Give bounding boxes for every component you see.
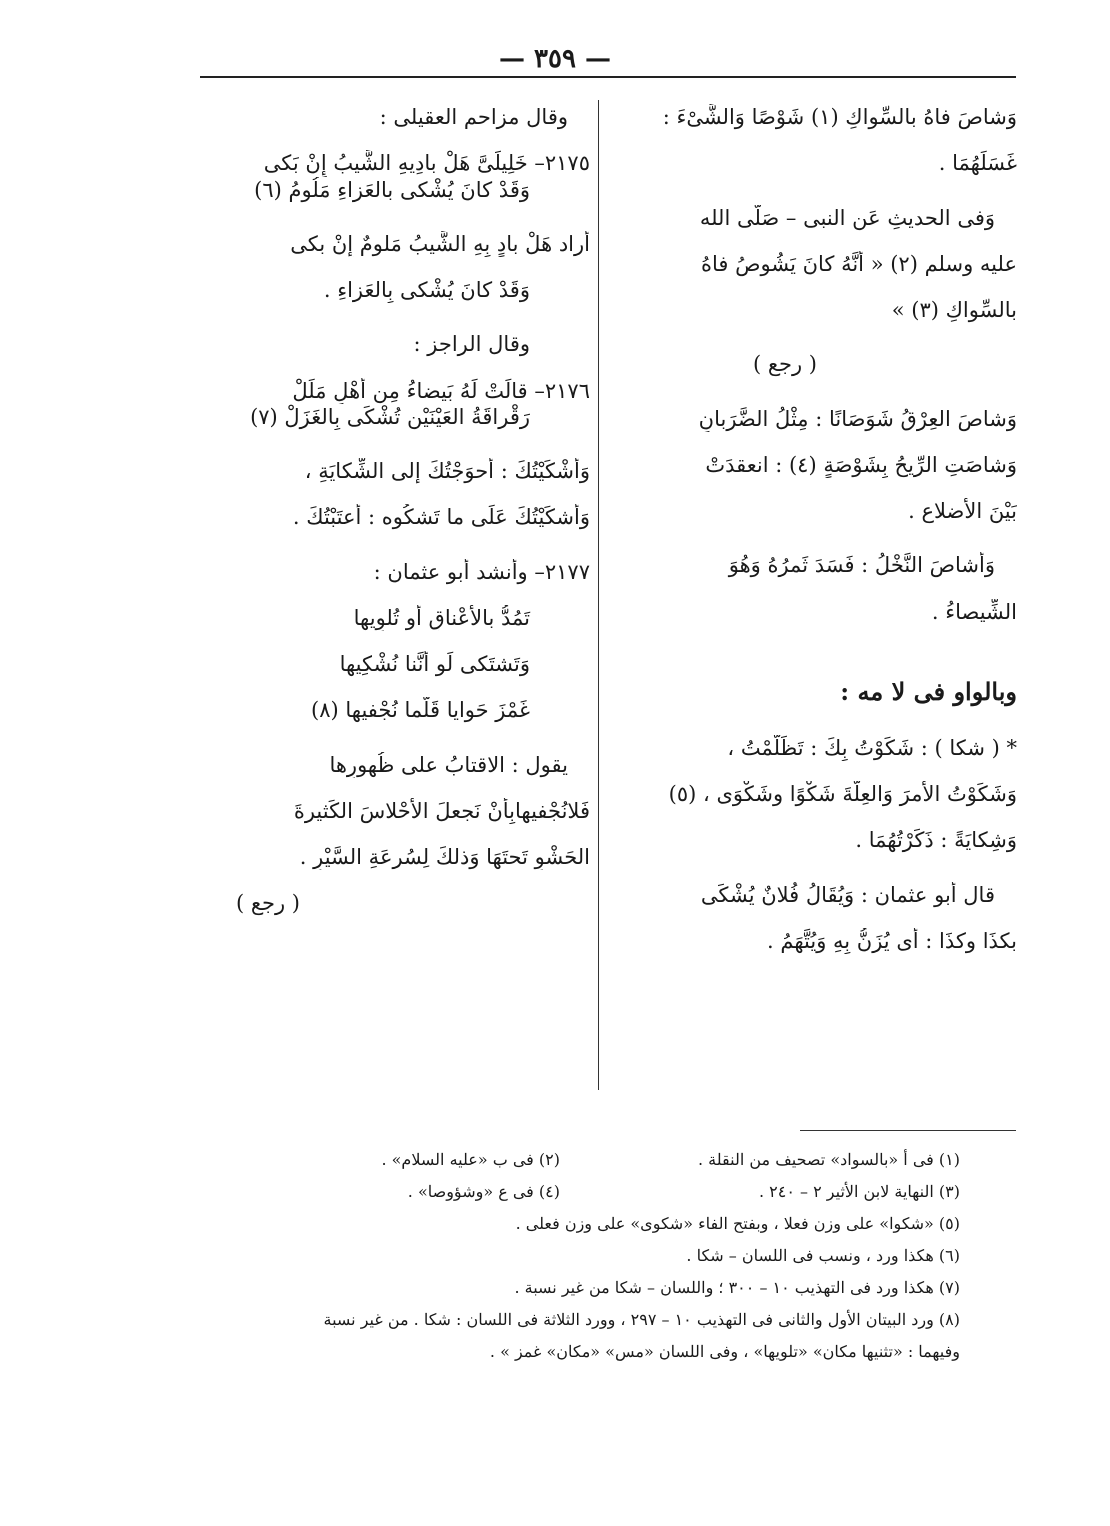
text-line: قال أبو عثمان : وَيُقَالُ فُلانٌ يُشْكَى [700, 882, 995, 907]
verse-line: ٢١٧٦– قالَتْ لَهُ بَيضاءُ مِن أَهْلِ مَلَلْ [292, 378, 590, 403]
header-rule [200, 76, 1016, 78]
right-column [607, 104, 1017, 954]
text-line: وقال مزاحم العقيلى : [379, 105, 568, 129]
section-marker: ( رجع ) [235, 891, 300, 916]
footnote-5: (٥) «شكوا» على وزن فعلا ، وبفتح الفاء «شكوى» على وزن فعلى . [515, 1214, 960, 1233]
text-line: غَسَلَهُمَا . [938, 151, 1017, 176]
entry-headword: * ( شكا ) : شَكَوْتُ بِكَ : تَظَلَّمْتُ ، [727, 735, 1017, 760]
text-line: وَشاصَ فاهُ بالسِّواكِ (١) شَوْصًا وَالشَّىْءَ : [662, 105, 1017, 129]
text-line: بكذَا وكذَا : أَى يُزَنُّ بِهِ وَيُتَّهَمُ . [767, 928, 1017, 953]
verse-line: ٢١٧٥– خَلِيلَىَّ هَلْ بادِيهِ الشَّيبُ إِنْ بَكى [263, 151, 590, 176]
section-marker: ( رجع ) [752, 352, 817, 377]
footnote-row [160, 1148, 960, 1172]
page-number: — ٣٥٩ — [498, 44, 612, 74]
text-line: وَشاصَتِ الرِّيحُ بِشَوْصَةٍ (٤) : انعقدَتْ [705, 452, 1017, 477]
verse-line: وَتَشتَكى لَو أَنَّنا نُشْكِيها [339, 652, 530, 676]
text-line: وَشَكَوْتُ الأَمرَ وَالعِلَّةَ شَكْوًا وشَكْوَى ، (٥) [668, 782, 1017, 806]
verse-line: غَمْزَ حَوايا قَلَّما نُجْفيها (٨) [311, 698, 530, 723]
verse-line: وَقَدْ كانَ يُشْكى بالعَزاءِ مَلُومُ (٦) [254, 177, 530, 202]
column-divider [598, 100, 599, 1090]
text-line: الحَشْوِ تَحتَهَا وَذلكَ لِسُرعَةِ السَّيْرِ . [299, 845, 590, 869]
footnote-7: (٧) هكذا ورد فى التهذيب ١٠ – ٣٠٠ ؛ واللسان – شكا من غير نسبة . [514, 1278, 960, 1297]
text-line: يقول : الاقتابُ على ظُهورِها [329, 752, 568, 777]
text-line: وَأَشكَيْتُكَ عَلَى ما تَشكُوه : أَعتَبْتُكَ . [292, 505, 590, 530]
verse-line: تَمُدُّ بالأَعْناقِ أَو تُلوِيها [353, 605, 530, 630]
text-line: عليه وسلم (٢) « أَنَّهُ كانَ يَشُوصُ فاهُ [700, 251, 1017, 276]
footnote-3: (٣) النهاية لابن الأثير ٢ – ٢٤٠ . [758, 1182, 960, 1201]
footnotes [160, 1148, 960, 1372]
text-line: ٢١٧٧– وأنشد أبو عثمان : [373, 559, 590, 584]
footnote-1: (١) فى أ «بالسواد» تصحيف من النقلة . [697, 1150, 960, 1169]
verse-line: رَقْراقَةُ العَيْنَيْنِ تُشْكَى بِالغَزَلْ (٧) [250, 404, 530, 429]
footnote-4: (٤) فى ع «وشؤوصا» . [407, 1182, 560, 1201]
footnote-row [160, 1180, 960, 1204]
text-line: فَلانُجْفيهابِأَنْ نَجعلَ الأَحْلاسَ الكَثيرةَ [293, 798, 590, 823]
text-line: وَشِكايَةً : ذَكَرْتُهُمَا . [855, 828, 1017, 853]
text-line: وَقَدْ كانَ يُشْكى بِالعَزاءِ . [323, 278, 530, 302]
text-line: أراد هَلْ بادٍ بِهِ الشَّيبُ مَلومٌ إِنْ بكى [290, 231, 590, 256]
text-line: وقال الراجز : [413, 332, 530, 357]
text-line: وَأَشاصَ النَّخْلُ : فَسَدَ ثَمرُهُ وَهُوَ [728, 553, 995, 578]
footnote-6: (٦) هكذا ورد ، ونسب فى اللسان – شكا . [686, 1246, 960, 1265]
footnote-8: (٨) ورد البيتان الأول والثانى فى التهذيب ١٠ – ٢٩٧ ، وورد الثلاثة فى اللسان : شكا . من غير نسبة [323, 1310, 960, 1329]
left-column [180, 104, 590, 917]
section-heading: وبالواو فى لا مه : [840, 676, 1017, 706]
text-line: بالسِّواكِ (٣) » [891, 298, 1017, 322]
text-line: وَشاصَ العِرْقُ شَوَصَانًا : مِثْلُ الضَّرَبانِ [698, 406, 1017, 431]
text-line: وَأَشْكَيْتُكَ : أَحوَجْتُكَ إلى الشِّكايَةِ ، [304, 459, 590, 483]
text-line: وَفى الحديثِ عَنِ النبى – صَلَّى الله [699, 205, 995, 230]
footnote-2: (٢) فى ب «عليه السلام» . [381, 1150, 560, 1169]
text-line: بَيْنَ الأَضلاعِ . [908, 499, 1017, 523]
text-line: الشِّيصاءُ . [931, 599, 1017, 624]
footnote-8-continued: وفيهما : «تثنيها مكان» «تلويها» ، وفى اللسان «مس» «مكان» غمز » . [489, 1342, 960, 1361]
footnote-rule [800, 1130, 1016, 1131]
